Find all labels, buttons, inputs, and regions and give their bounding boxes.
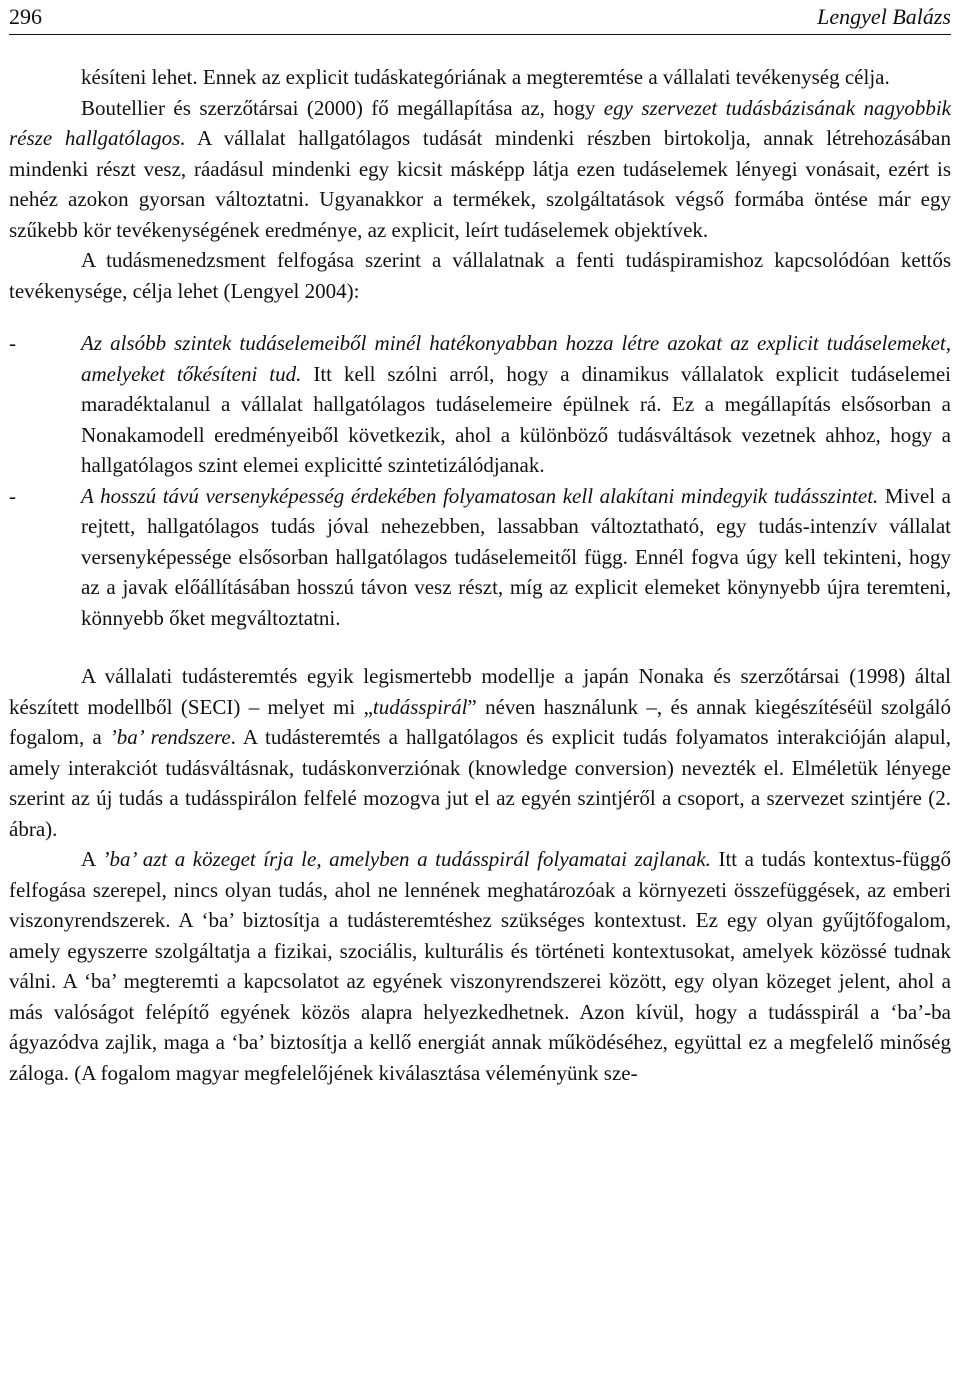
list-item bbox=[9, 481, 951, 634]
paragraph-2-text-a: Boutellier és szerzőtársai (2000) fő megállapítása az, hogy bbox=[81, 95, 604, 120]
list-dash: - bbox=[9, 331, 16, 355]
paragraph-4-emphasis-2: ’ba’ rendszere bbox=[109, 725, 231, 749]
list-item-2-text: Mivel a rejtett, hallgatólagos tudás jóval nehezebben, lassabban változtatható, egy tudás-intenzív vállalat versenyképessége elsősorban hallgatólagos tudáselemeitől függ. Ennél fogva úgy kell tekinteni, hogy az a javak előállításában hosszú távon vesz részt, míg az explicit elemeket könynyebb újra teremteni, könnyebb őket megváltoztatni. bbox=[81, 483, 951, 630]
paragraph-3-text: A tudásmenedzsment felfogása szerint a vállalatnak a fenti tudáspiramishoz kapcsolódóan kettős tevékenysége, célja lehet (Lengyel 2004): bbox=[9, 248, 951, 303]
paragraph-4 bbox=[9, 661, 951, 844]
paragraph-2 bbox=[9, 93, 951, 246]
paragraph-4-emphasis-1: tudásspirál bbox=[372, 694, 468, 719]
paragraph-5-emphasis: ’ba’ azt a közeget írja le, amelyben a tudásspirál folyamatai zajlanak. bbox=[102, 847, 711, 871]
header-rule bbox=[9, 34, 951, 35]
body-text bbox=[9, 62, 951, 1088]
running-header bbox=[9, 0, 951, 34]
list-item-1-text: Itt kell szólni arról, hogy a dinamikus vállalatok explicit tudáselemei maradéktalanul a vállalat hallgatólagos tudáselemeire épülnek rá. Ez a megállapítás elsősorban a Nonakamodell eredményeiből következik, ahol a különböző tudásváltások vezetnek ahhoz, hogy a hallgatólagos szint elemei explicitté szintetizálódjanak. bbox=[81, 361, 951, 477]
running-author: Lengyel Balázs bbox=[817, 4, 951, 29]
paragraph-3 bbox=[9, 245, 951, 306]
paragraph-5 bbox=[9, 844, 951, 1088]
paragraph-4-text-c: ” néven használunk –, és annak kiegészítéséül szolgáló fogalom, a bbox=[9, 694, 951, 749]
paragraph-5-text-c: Itt a tudás kontextus-függő felfogása szerepel, nincs olyan tudás, ahol ne lennének meghatározóak a környezeti összefüggések, az emberi viszonyrendszerek. A ‘ba’ biztosítja a tudásteremtéshez szükséges kontextust. Ez egy olyan gyűjtőfogalom, amely egyszerre szolgáltatja a fizikai, szociális, kulturális és történeti kontextusokat, amelyek közössé tudnak válni. A ‘ba’ megteremti a kapcsolatot az egyének viszonyrendszerei között, egy olyan közeget jelent, ahol a más valóságot felépítő egyének közös alapra helyezkedhetnek. Azon kívül, hogy a tudásspirál a ‘ba’-ba ágyazódva zajlik, maga a ‘ba’ biztosítja a kellő energiát annak működéséhez, együttal ez a megfelelő minőség záloga. (A fogalom magyar megfelelőjének kiválasztása véleményünk sze- bbox=[9, 847, 951, 1085]
paragraph-1-text: késíteni lehet. Ennek az explicit tudáskategóriának a megteremtése a vállalati tevékenység célja. bbox=[81, 65, 890, 89]
list-item bbox=[9, 328, 951, 481]
paragraph-2-emphasis: egy szervezet tudásbázisának nagyobbik része hallgatólagos. bbox=[9, 95, 951, 150]
paragraph-1 bbox=[9, 62, 951, 93]
paragraph-4-text-e: . A tudásteremtés a hallgatólagos és explicit tudás folyamatos interakcióján alapul, amely interakciót tudásváltásnak, tudáskonverziónak (knowledge conversion) nevezték el. Elméletük lényege szerint az új tudás a tudásspirálon felfelé mozogva jut el az egyén szintjéről a csoport, a szervezet szintjére (2. ábra). bbox=[9, 725, 951, 841]
paragraph-2-text-c: A vállalat hallgatólagos tudását mindenki részben birtokolja, annak létrehozásában mindenki részt vesz, ráadásul mindenki egy kicsit másképp látja ezen tudáselemek lényegi vonásait, ezért is nehéz azokon gyorsan változtatni. Ugyanakkor a termékek, szolgáltatások végső formába öntése már egy szűkebb kör tevékenységének eredménye, az explicit, leírt tudáselemek objektívek. bbox=[9, 126, 951, 242]
paragraph-4-text-a: A vállalati tudásteremtés egyik legismertebb modellje a japán Nonaka és szerzőtársai (1998) által készített modellből (SECI) – melyet mi „ bbox=[9, 664, 951, 719]
list-dash: - bbox=[9, 483, 16, 508]
list-item-2-emphasis: A hosszú távú versenyképesség érdekében folyamatosan kell alakítani mindegyik tudásszintet. bbox=[81, 483, 879, 508]
paragraph-5-text-a: A bbox=[81, 847, 103, 871]
list-item-1-emphasis: Az alsóbb szintek tudáselemeiből minél hatékonyabban hozza létre azokat az explicit tudáselemeket, amelyeket tőkésíteni tud. bbox=[81, 331, 951, 386]
page-number: 296 bbox=[9, 4, 42, 29]
